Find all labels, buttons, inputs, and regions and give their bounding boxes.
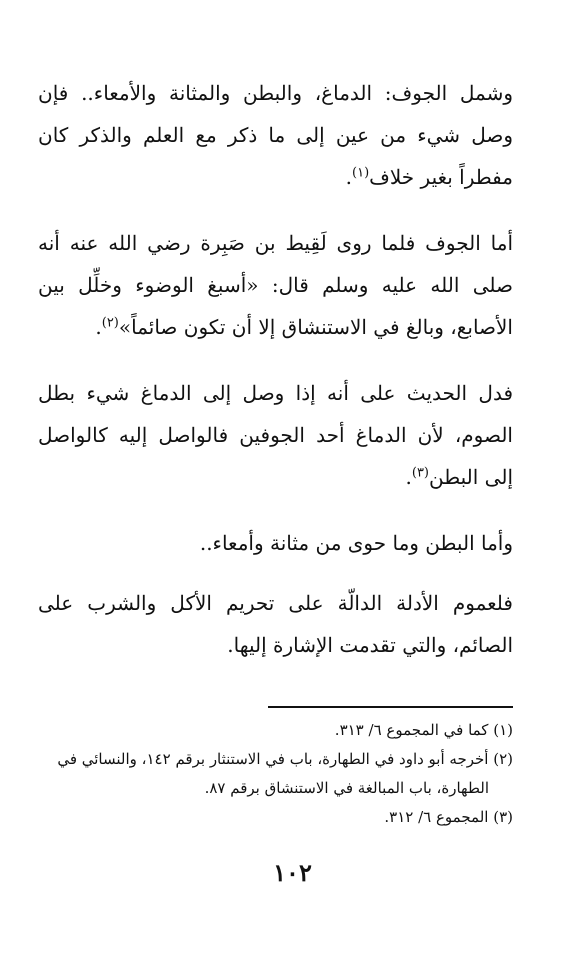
footnote-ref-2: (٢) — [101, 315, 119, 331]
paragraph-5-text: فلعموم الأدلة الدالّة على تحريم الأكل والشرب على الصائم، والتي تقدمت الإشارة إليها. — [38, 591, 513, 657]
paragraph-4 — [38, 522, 513, 564]
paragraph-4-text: وأما البطن وما حوى من مثانة وأمعاء.. — [199, 531, 513, 555]
paragraph-3-end: . — [405, 465, 412, 489]
footnote-ref-1: (١) — [352, 165, 370, 181]
main-text — [38, 72, 513, 690]
footnote-ref-3: (٣) — [411, 465, 429, 481]
paragraph-1-text: وشمل الجوف: الدماغ، والبطن والمثانة والأمعاء.. فإن وصل شيء من عين إلى ما ذكر مع العلم والذكر كان مفطراً بغير خلاف — [38, 81, 513, 189]
page-number: ١٠٢ — [273, 858, 312, 887]
paragraph-3 — [38, 372, 513, 498]
footnote-separator — [268, 706, 513, 708]
footnote-1: (١) كما في المجموع ٦/ ٣١٣. — [334, 721, 513, 739]
paragraph-2 — [38, 222, 513, 348]
paragraph-5 — [38, 582, 513, 666]
paragraph-2-end: . — [95, 315, 102, 339]
footnote-2: (٢) أخرجه أبو داود في الطهارة، باب في الاستنثار برقم ١٤٢، والنسائي في — [57, 750, 513, 768]
footnote-3: (٣) المجموع ٦/ ٣١٢. — [384, 808, 513, 826]
paragraph-1 — [38, 72, 513, 198]
footnotes — [38, 716, 513, 832]
paragraph-1-end: . — [345, 165, 352, 189]
paragraph-2-text: أما الجوف فلما روى لَقِيط بن صَبِرة رضي الله عنه أنه صلى الله عليه وسلم قال: «أسبغ الوضوء وخلِّل بين الأصابع، وبالغ في الاستنشاق إلا أن تكون صائماً» — [38, 231, 513, 339]
paragraph-3-text: فدل الحديث على أنه إذا وصل إلى الدماغ شيء بطل الصوم، لأن الدماغ أحد الجوفين فالواصل إليه كالواصل إلى البطن — [38, 381, 513, 489]
footnote-2-continued: الطهارة، باب المبالغة في الاستنشاق برقم ٨٧. — [204, 779, 489, 797]
